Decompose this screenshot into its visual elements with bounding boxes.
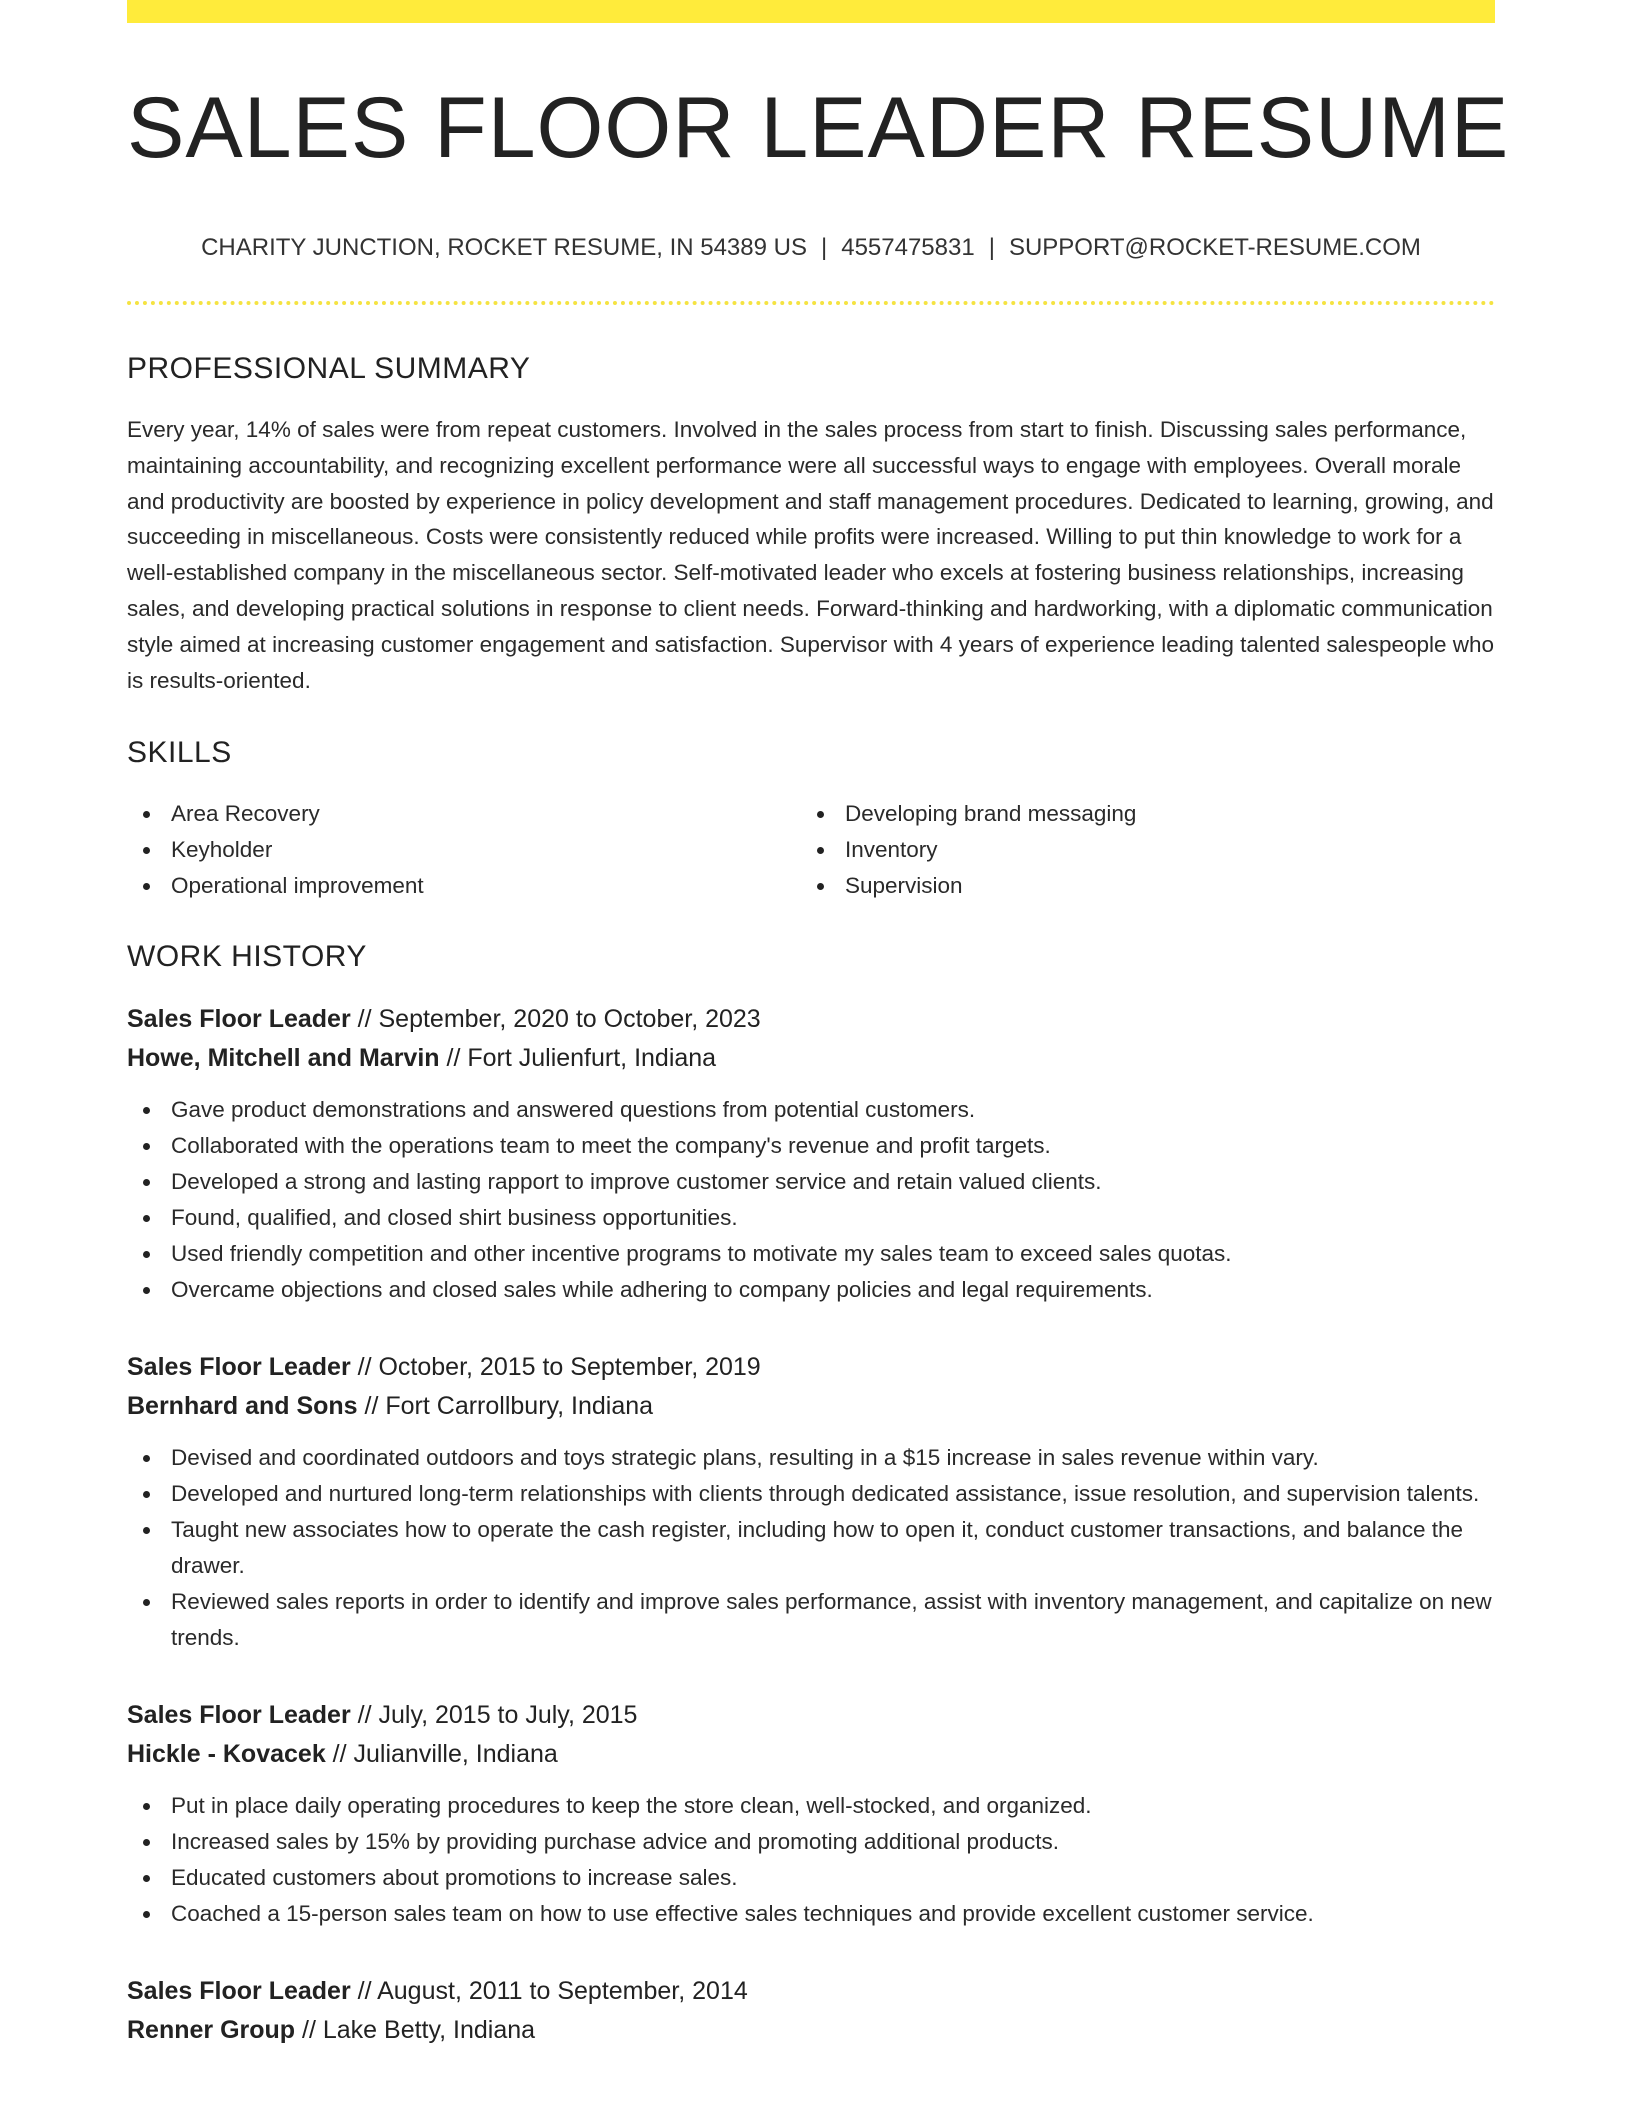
skill-item: Developing brand messaging [801,796,1475,832]
job-location: // Julianville, Indiana [325,1740,558,1769]
job-dates: // July, 2015 to July, 2015 [350,1701,638,1730]
job-entry [127,1000,1495,1308]
skills-column-right [801,796,1475,904]
contact-separator: | [820,234,828,261]
skill-item: Operational improvement [127,868,801,904]
dotted-divider [127,301,1495,305]
job-title: Sales Floor Leader [127,1005,351,1034]
skills-column-left [127,796,801,904]
job-bullet: Taught new associates how to operate the cash register, including how to open it, conduct customer transactions, and balance the drawer. [127,1512,1495,1584]
summary-text: Every year, 14% of sales were from repeat customers. Involved in the sales process from start to finish. Discussing sales performance, maintaining accountability, and recognizing excellent performance were all successful ways to engage with employees. Overall morale and productivity are boosted by experience in policy development and staff management procedures. Dedicated to learning, growing, and succeeding in miscellaneous. Costs were consistently reduced while profits were increased. Willing to put thin knowledge to work for a well-established company in the miscellaneous sector. Self-motivated leader who excels at fostering business relationships, increasing sales, and developing practical solutions in response to client needs. Forward-thinking and hardworking, with a diplomatic communication style aimed at increasing customer engagement and satisfaction. Supervisor with 4 years of experience leading talented salespeople who is results-oriented. [127,417,1495,693]
job-entry [127,1972,1495,2050]
job-title-line [127,1696,1495,1735]
job-company: Hickle - Kovacek [127,1740,326,1769]
job-bullet: Reviewed sales reports in order to identify and improve sales performance, assist with inventory management, and capitalize on new trends. [127,1584,1495,1656]
contact-address: CHARITY JUNCTION, ROCKET RESUME, IN 54389 US [201,234,807,261]
job-title: Sales Floor Leader [127,1977,351,2006]
job-entry [127,1696,1495,1932]
job-title-line [127,1348,1495,1387]
summary-heading: PROFESSIONAL SUMMARY [127,352,531,385]
job-bullet: Collaborated with the operations team to meet the company's revenue and profit targets. [127,1128,1495,1164]
job-company: Renner Group [127,2016,296,2045]
skills-list [127,796,1495,904]
job-entry [127,1348,1495,1656]
resume-title: SALES FLOOR LEADER RESUME [127,80,1510,176]
contact-phone: 4557475831 [841,234,975,261]
job-location: // Fort Julienfurt, Indiana [439,1044,717,1073]
skill-item: Keyholder [127,832,801,868]
job-location: // Lake Betty, Indiana [295,2016,536,2045]
contact-line [127,236,1495,260]
job-dates: // September, 2020 to October, 2023 [350,1005,761,1034]
job-bullet: Used friendly competition and other incentive programs to motivate my sales team to exceed sales quotas. [127,1236,1495,1272]
contact-separator: | [988,234,995,261]
skill-item: Area Recovery [127,796,801,832]
job-bullet: Coached a 15-person sales team on how to use effective sales techniques and provide excellent customer service. [127,1896,1495,1932]
job-bullet: Developed a strong and lasting rapport to improve customer service and retain valued clients. [127,1164,1495,1200]
skill-item: Supervision [801,868,1475,904]
contact-email: SUPPORT@ROCKET-RESUME.COM [1008,234,1421,261]
job-company: Bernhard and Sons [127,1392,358,1421]
job-title-line [127,1972,1495,2011]
job-company-line [127,1387,1495,1426]
job-bullet: Developed and nurtured long-term relationships with clients through dedicated assistance, issue resolution, and supervision talents. [127,1476,1495,1512]
resume-page [127,0,1510,2112]
skills-heading: SKILLS [127,736,232,770]
job-bullet: Overcame objections and closed sales while adhering to company policies and legal requirements. [127,1272,1495,1308]
job-dates: // October, 2015 to September, 2019 [350,1353,761,1382]
skill-item: Inventory [801,832,1475,868]
job-company-line [127,2011,1495,2050]
job-company: Howe, Mitchell and Marvin [127,1044,440,1073]
job-bullet: Gave product demonstrations and answered questions from potential customers. [127,1092,1495,1128]
job-company-line [127,1735,1495,1774]
job-title: Sales Floor Leader [127,1701,351,1730]
job-bullet: Found, qualified, and closed shirt business opportunities. [127,1200,1495,1236]
job-bullets [127,1440,1495,1656]
job-bullet: Put in place daily operating procedures to keep the store clean, well-stocked, and organized. [127,1788,1495,1824]
accent-bar [127,0,1495,23]
work-history-heading: WORK HISTORY [127,940,367,974]
job-bullets [127,1092,1495,1308]
job-title: Sales Floor Leader [127,1353,351,1382]
job-title-line [127,1000,1495,1039]
job-bullet: Devised and coordinated outdoors and toys strategic plans, resulting in a $15 increase in sales revenue within vary. [127,1440,1495,1476]
job-dates: // August, 2011 to September, 2014 [350,1977,748,2006]
job-company-line [127,1039,1495,1078]
job-location: // Fort Carrollbury, Indiana [357,1392,654,1421]
job-bullets [127,1788,1495,1932]
job-bullet: Educated customers about promotions to increase sales. [127,1860,1495,1896]
job-bullet: Increased sales by 15% by providing purchase advice and promoting additional products. [127,1824,1495,1860]
